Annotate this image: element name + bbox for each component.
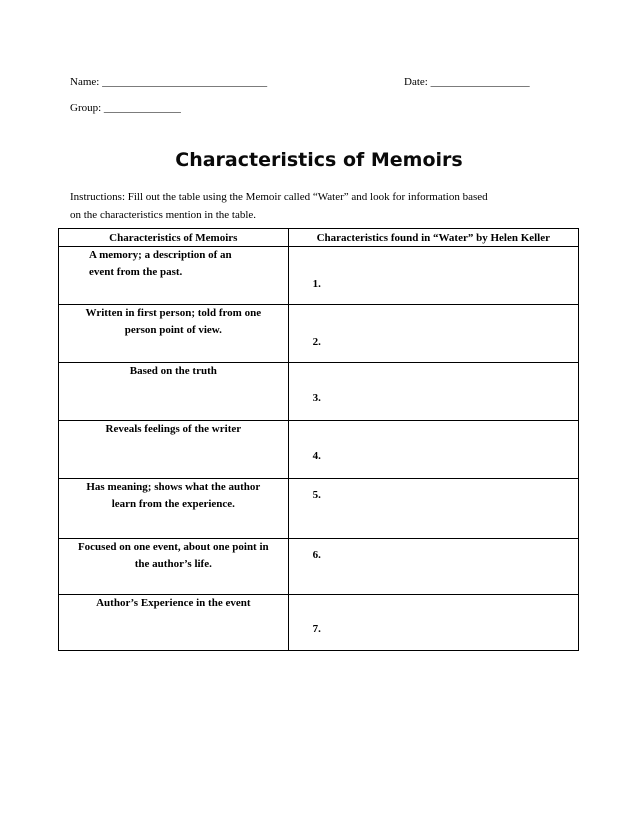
characteristic-cell [59,539,289,595]
date-field: Date: __________________ [404,76,530,88]
answer-number: 6. [312,549,321,561]
characteristic-cell [59,305,289,363]
answer-number: 1. [312,278,321,290]
name-field: Name: ______________________________ [70,76,268,88]
characteristic-line-1: Focused on one event, about one point in [77,541,269,553]
page-title: Characteristics of Memoirs [175,149,463,171]
answer-number: 2. [312,336,321,348]
table-row [59,421,579,479]
instructions-line-2: on the characteristics mention in the table. [70,209,257,221]
table-row [59,479,579,539]
answer-cell-3[interactable] [288,363,578,421]
characteristic-line-1: Author’s Experience in the event [96,597,251,609]
characteristic-line-2: person point of view. [124,324,222,336]
answer-cell-1[interactable] [288,247,578,305]
characteristic-line-1: Reveals feelings of the writer [105,423,242,435]
characteristic-line-1: A memory; a description of an [89,249,232,261]
answer-number: 7. [312,623,321,635]
characteristic-line-1: Has meaning; shows what the author [86,481,261,493]
characteristic-cell [59,363,289,421]
characteristic-line-2: event from the past. [89,266,183,278]
table-header-row [59,229,579,247]
instructions-line-1: Instructions: Fill out the table using the Memoir called “Water” and look for information based [70,191,488,203]
answer-cell-5[interactable] [288,479,578,539]
group-field: Group: ______________ [70,102,181,114]
characteristic-cell [59,479,289,539]
answer-cell-2[interactable] [288,305,578,363]
table-row [59,595,579,651]
answer-number: 4. [312,450,321,462]
characteristic-cell [59,595,289,651]
answer-cell-4[interactable] [288,421,578,479]
memoir-table [58,228,579,651]
header-characteristics: Characteristics of Memoirs [59,229,289,247]
table-row [59,305,579,363]
answer-cell-6[interactable] [288,539,578,595]
characteristic-line-1: Written in first person; told from one [85,307,262,319]
header-found-in-water: Characteristics found in “Water” by Helen Keller [288,229,578,247]
table-row [59,539,579,595]
table-row [59,247,579,305]
characteristic-line-1: Based on the truth [129,365,217,377]
answer-number: 3. [312,392,321,404]
characteristic-cell [59,247,289,305]
table-row [59,363,579,421]
instructions [70,188,550,224]
characteristic-cell [59,421,289,479]
characteristic-line-2: the author’s life. [134,558,212,570]
characteristic-line-2: learn from the experience. [111,498,235,510]
answer-cell-7[interactable] [288,595,578,651]
answer-number: 5. [312,489,321,501]
